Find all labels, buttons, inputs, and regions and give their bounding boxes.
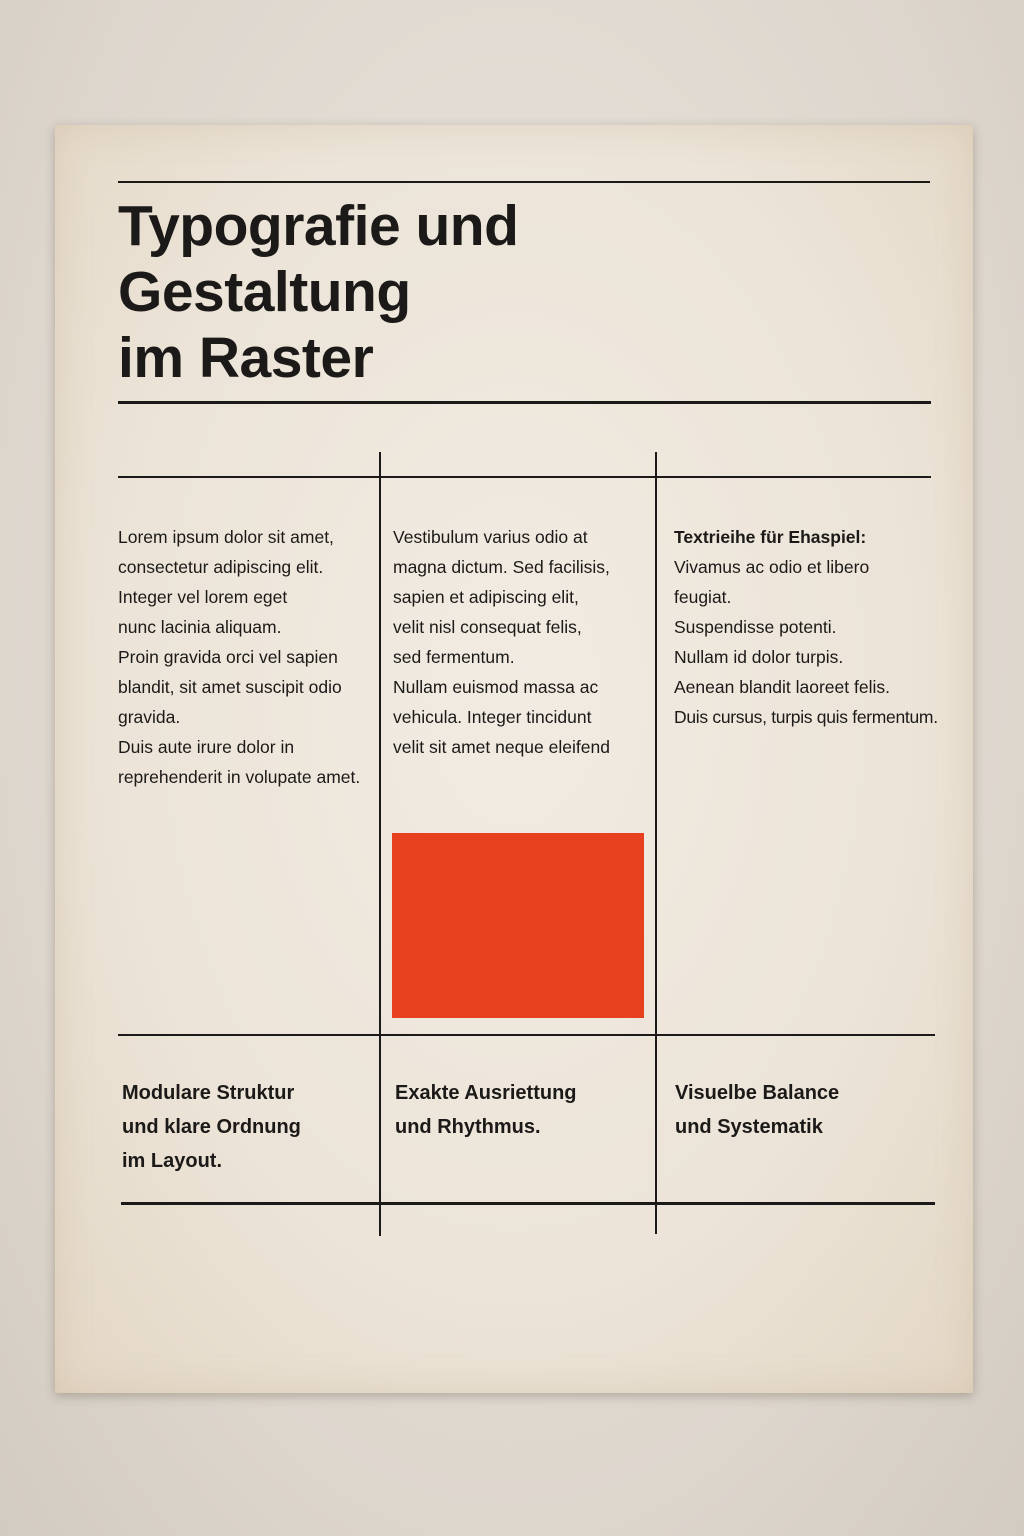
column-heading: Textrieihe für Ehaspiel: bbox=[674, 527, 867, 547]
body-line: feugiat. bbox=[674, 587, 732, 607]
body-line: Vivamus ac odio et libero bbox=[674, 557, 870, 577]
text-column-1 bbox=[118, 522, 360, 792]
body-line: Lorem ipsum dolor sit amet, bbox=[118, 527, 334, 547]
body-line: Proin gravida orci vel sapien bbox=[118, 647, 338, 667]
body-line: velit nisl consequat felis, bbox=[393, 617, 582, 637]
text-column-3 bbox=[674, 522, 938, 732]
caption-3 bbox=[675, 1076, 839, 1144]
body-line: sed fermentum. bbox=[393, 647, 515, 667]
body-line: Duis cursus, turpis quis fermentum. bbox=[674, 707, 938, 727]
body-line: Duis aute irure dolor in bbox=[118, 737, 295, 757]
caption-line: Modulare Struktur bbox=[122, 1082, 295, 1104]
grid-divider-1 bbox=[379, 452, 381, 1236]
caption-line: Visuelbe Balance bbox=[675, 1082, 840, 1104]
title-line: Gestaltung bbox=[118, 260, 411, 324]
body-line: reprehenderit in volupate amet. bbox=[118, 767, 361, 787]
body-line: Integer vel lorem eget bbox=[118, 587, 288, 607]
captions-top-rule bbox=[118, 1034, 935, 1036]
body-line: Nullam id dolor turpis. bbox=[674, 647, 844, 667]
title-underline-rule bbox=[118, 401, 931, 404]
body-line: magna dictum. Sed facilisis, bbox=[393, 557, 610, 577]
body-line: velit sit amet neque eleifend bbox=[393, 737, 610, 757]
body-line: Vestibulum varius odio at bbox=[393, 527, 588, 547]
title-line: Typografie und bbox=[118, 194, 519, 258]
body-line: gravida. bbox=[118, 707, 181, 727]
caption-2 bbox=[395, 1076, 577, 1144]
body-line: sapien et adipiscing elit, bbox=[393, 587, 579, 607]
grid-divider-2 bbox=[655, 452, 657, 1234]
page-title bbox=[118, 193, 518, 391]
caption-line: und Rhythmus. bbox=[395, 1116, 541, 1138]
caption-1 bbox=[122, 1076, 301, 1178]
columns-top-rule bbox=[118, 476, 931, 478]
caption-line: im Layout. bbox=[122, 1150, 223, 1172]
title-line: im Raster bbox=[118, 326, 374, 390]
caption-line: Exakte Ausriettung bbox=[395, 1082, 577, 1104]
text-column-2 bbox=[393, 522, 610, 762]
body-line: Nullam euismod massa ac bbox=[393, 677, 599, 697]
body-line: nunc lacinia aliquam. bbox=[118, 617, 282, 637]
top-rule bbox=[118, 181, 930, 183]
body-line: Suspendisse potenti. bbox=[674, 617, 837, 637]
body-line: vehicula. Integer tincidunt bbox=[393, 707, 592, 727]
bottom-rule bbox=[121, 1202, 935, 1205]
body-line: consectetur adipiscing elit. bbox=[118, 557, 324, 577]
body-line: Aenean blandit laoreet felis. bbox=[674, 677, 890, 697]
red-accent-block bbox=[392, 833, 644, 1018]
caption-line: und Systematik bbox=[675, 1116, 823, 1138]
caption-line: und klare Ordnung bbox=[122, 1116, 301, 1138]
body-line: blandit, sit amet suscipit odio bbox=[118, 677, 342, 697]
